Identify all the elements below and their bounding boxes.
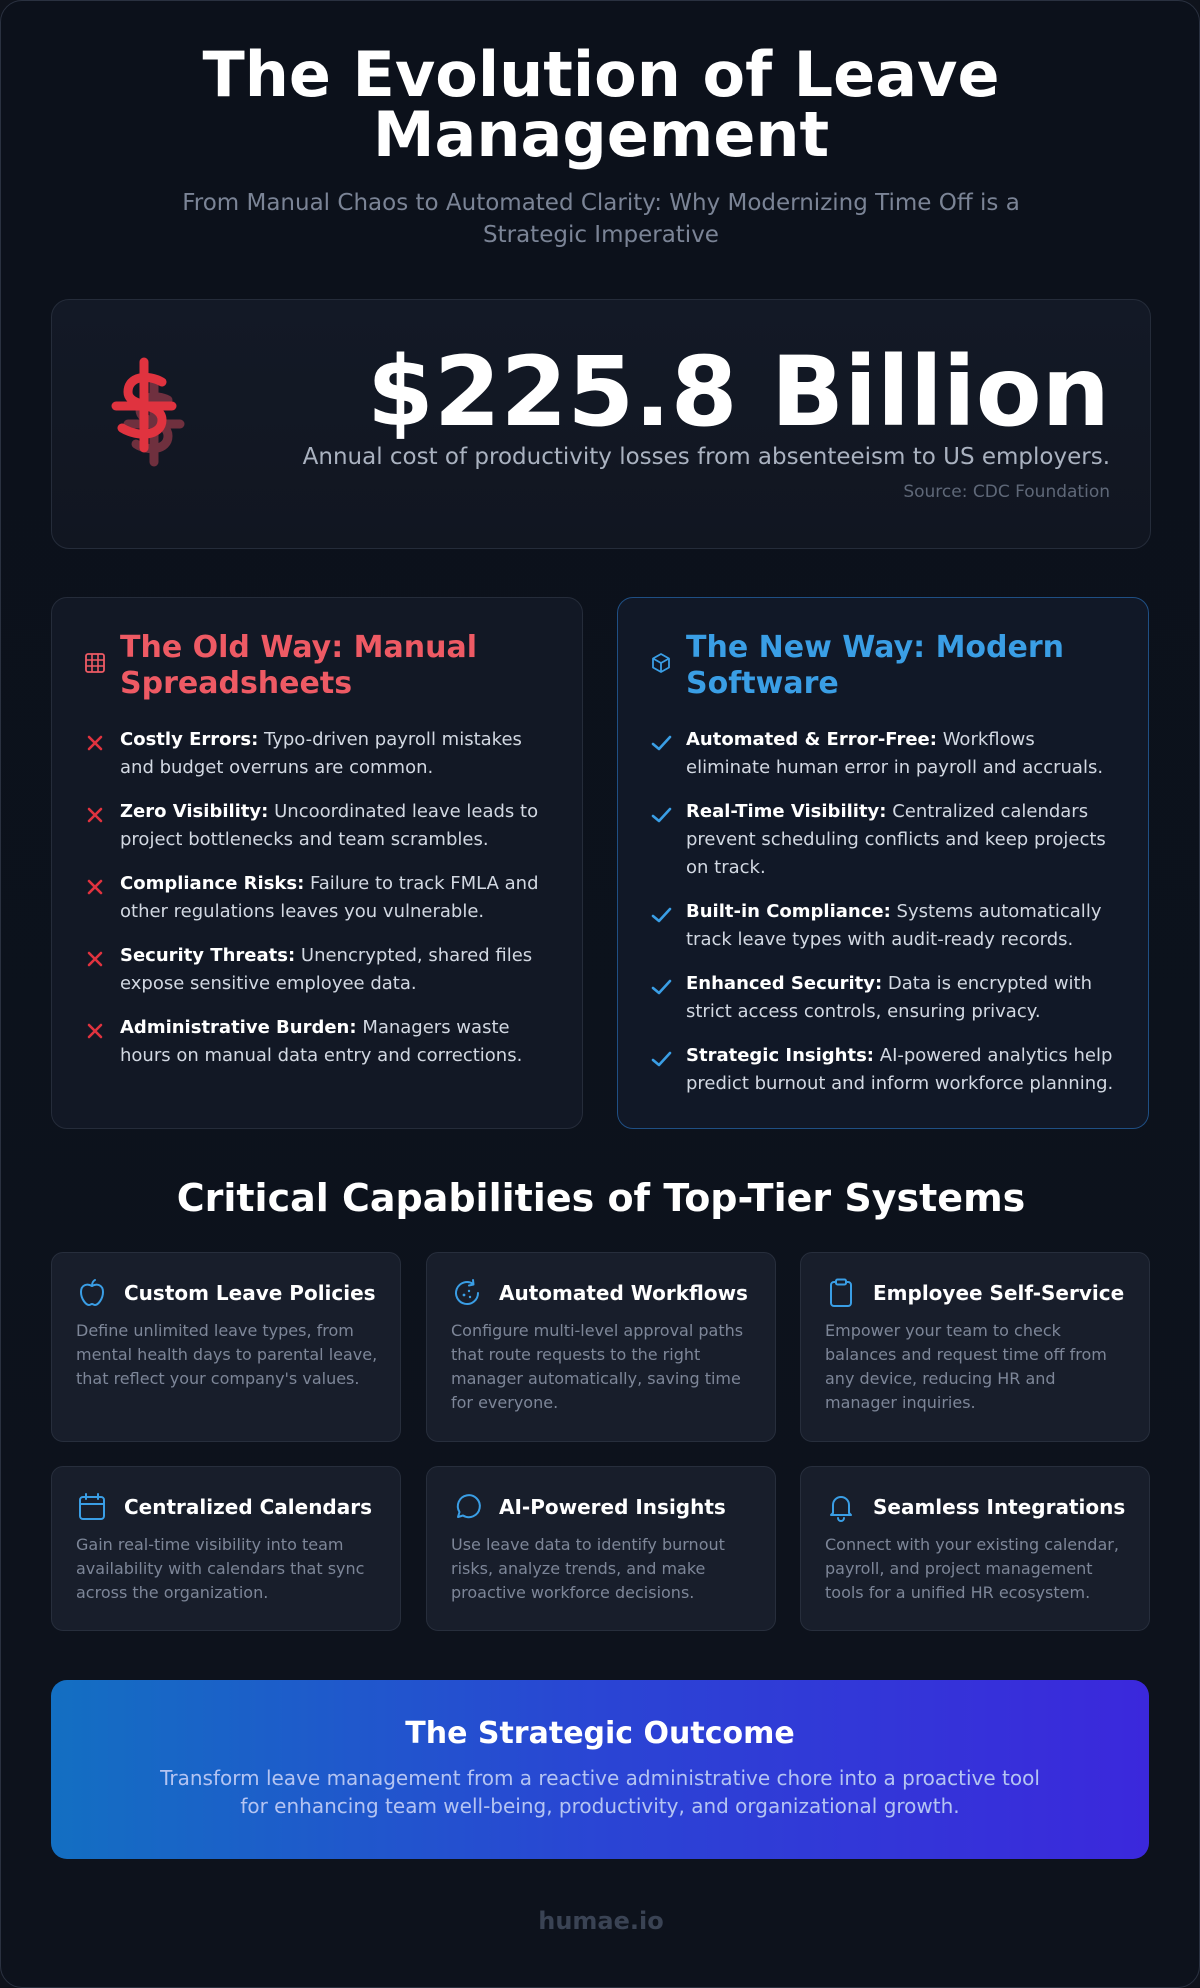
stat-value: $225.8 Billion: [367, 336, 1110, 448]
outcome-title: The Strategic Outcome: [405, 1716, 795, 1751]
chat-bubble-icon: [451, 1491, 483, 1523]
capability-card: [800, 1252, 1150, 1442]
old-way-card: [51, 597, 583, 1129]
capability-text: Empower your team to check balances and request time off from any device, reducing HR and manager inquiries.: [825, 1321, 1107, 1412]
point-label: Costly Errors:: [120, 729, 259, 750]
capability-title: Employee Self-Service: [873, 1281, 1125, 1305]
dollar-icon: [100, 348, 240, 498]
old-way-list: [84, 726, 548, 1086]
list-item: [650, 970, 1114, 1026]
capability-text: Use leave data to identify burnout risks, analyze trends, and make proactive workforce decisions.: [451, 1535, 725, 1602]
capability-title: Custom Leave Policies: [124, 1281, 376, 1305]
new-way-title: The New Way: Modern Software: [686, 630, 1065, 701]
point-text: Data is encrypted with strict access controls, ensuring privacy.: [686, 973, 1093, 1022]
point-text: Failure to track FMLA and other regulations leaves you vulnerable.: [120, 873, 539, 922]
capability-title: Centralized Calendars: [124, 1495, 373, 1519]
capability-card: [51, 1466, 401, 1631]
point-label: Strategic Insights:: [686, 1045, 875, 1066]
apple-icon: [76, 1277, 108, 1309]
point-label: Zero Visibility:: [120, 801, 269, 822]
point-text: Centralized calendars prevent scheduling conflicts and keep projects on track.: [686, 801, 1106, 878]
bell-icon: [825, 1491, 857, 1523]
clipboard-icon: [825, 1277, 857, 1309]
point-label: Enhanced Security:: [686, 973, 883, 994]
list-item: [84, 798, 548, 854]
point-label: Administrative Burden:: [120, 1017, 357, 1038]
calendar-icon: [76, 1491, 108, 1523]
stat-source: Source: CDC Foundation: [903, 482, 1110, 502]
list-item: [84, 726, 548, 782]
x-mark-icon: [84, 732, 106, 754]
capability-text: Configure multi-level approval paths that route requests to the right manager automatically, saving time for everyone.: [451, 1321, 744, 1412]
point-text: Uncoordinated leave leads to project bottlenecks and team scrambles.: [120, 801, 539, 850]
capability-text: Connect with your existing calendar, payroll, and project management tools for a unified HR ecosystem.: [825, 1535, 1119, 1602]
point-label: Automated & Error-Free:: [686, 729, 937, 750]
point-text: Typo-driven payroll mistakes and budget overruns are common.: [120, 729, 522, 778]
capability-text: Gain real-time visibility into team availability with calendars that sync across the organization.: [76, 1535, 365, 1602]
check-mark-icon: [650, 732, 672, 754]
refresh-cycle-icon: [451, 1277, 483, 1309]
stat-card: [51, 299, 1151, 549]
capability-card: [51, 1252, 401, 1442]
capability-card: [426, 1466, 776, 1631]
capability-card: [426, 1252, 776, 1442]
point-text: Managers waste hours on manual data entry and corrections.: [120, 1017, 523, 1066]
point-text: Unencrypted, shared files expose sensitive employee data.: [120, 945, 533, 994]
outcome-text: Transform leave management from a reactive administrative chore into a proactive tool for enhancing team well-being, productivity, and organizational growth.: [160, 1766, 1040, 1818]
x-mark-icon: [84, 948, 106, 970]
capability-card: [800, 1466, 1150, 1631]
list-item: [650, 726, 1114, 782]
page-title: The Evolution of Leave Management: [202, 38, 1000, 171]
capability-title: Seamless Integrations: [873, 1495, 1126, 1519]
check-mark-icon: [650, 804, 672, 826]
stat-description: Annual cost of productivity losses from absenteeism to US employers.: [302, 444, 1110, 470]
footer-brand[interactable]: humae.io: [538, 1907, 664, 1935]
capability-title: AI-Powered Insights: [499, 1495, 726, 1519]
x-mark-icon: [84, 804, 106, 826]
point-text: Systems automatically track leave types with audit-ready records.: [686, 901, 1102, 950]
point-label: Built-in Compliance:: [686, 901, 891, 922]
spreadsheet-grid-icon: [84, 652, 106, 674]
check-mark-icon: [650, 976, 672, 998]
point-label: Security Threats:: [120, 945, 296, 966]
x-mark-icon: [84, 1020, 106, 1042]
list-item: [84, 1014, 548, 1070]
check-mark-icon: [650, 904, 672, 926]
point-text: Workflows eliminate human error in payroll and accruals.: [686, 729, 1104, 778]
cube-icon: [650, 652, 672, 674]
new-way-list: [650, 726, 1114, 1114]
capabilities-title: Critical Capabilities of Top-Tier Systems: [176, 1176, 1026, 1220]
outcome-banner: [51, 1680, 1149, 1859]
point-text: AI-powered analytics help predict burnout and inform workforce planning.: [686, 1045, 1114, 1094]
list-item: [650, 898, 1114, 954]
check-mark-icon: [650, 1048, 672, 1070]
page-subtitle: From Manual Chaos to Automated Clarity: Why Modernizing Time Off is a Strategic Imperative: [182, 190, 1020, 248]
capability-text: Define unlimited leave types, from mental health days to parental leave, that reflect your company's values.: [76, 1321, 378, 1388]
list-item: [84, 870, 548, 926]
old-way-title: The Old Way: Manual Spreadsheets: [120, 630, 477, 701]
new-way-card: [617, 597, 1149, 1129]
list-item: [650, 1042, 1114, 1098]
point-label: Real-Time Visibility:: [686, 801, 887, 822]
capability-title: Automated Workflows: [499, 1281, 748, 1305]
point-label: Compliance Risks:: [120, 873, 305, 894]
list-item: [650, 798, 1114, 882]
x-mark-icon: [84, 876, 106, 898]
list-item: [84, 942, 548, 998]
